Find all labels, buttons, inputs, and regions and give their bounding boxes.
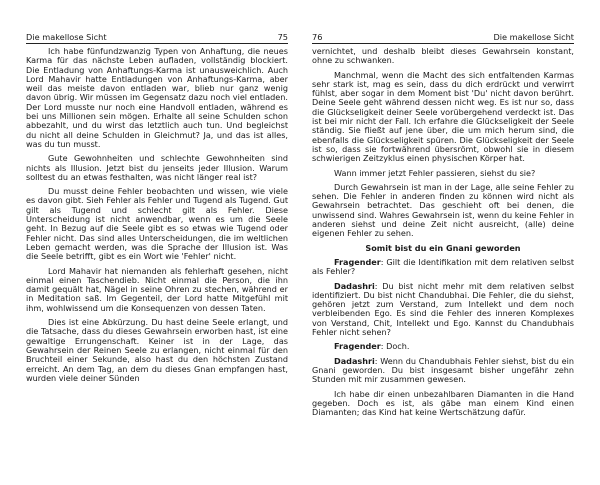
page-number: 76 [312,32,323,42]
dialogue-text: : Gilt die Identifikation mit dem relativen selbst als Fehler? [312,256,574,277]
running-title: Die makellose Sicht [26,32,107,42]
paragraph: Dies ist eine Abkürzung. Du hast deine Seele erlangt, und die Tatsache, dass du dieses Gewahrsein erworben hast, ist eine gewaltige Errungenschaft. Keiner ist in der Lage, das Gewahrsein der Reinen Seele zu erlangen, nicht einmal für den Bruchteil einer Sekunde, also hast du den höchsten Zustand erreicht. An dem Tag, an dem du dieses Gnan empfangen hast, wurden viele deiner Sünden [26,317,288,383]
paragraph: Lord Mahavir hat niemanden als fehlerhaft gesehen, nicht einmal einen Taschendieb. Nicht einmal die Person, die ihn damit gequält hat, Nägel in seine Ohren zu stechen, während er in Meditation saß. Im Gegenteil, der Lord hatte Mitgefühl mit ihm, wohlwissend um die Konsequenzen von dessen Taten. [26,265,288,313]
paragraph: Ich habe fünfundzwanzig Typen von Anhaftung, die neues Karma für das nächste Leben aufladen, vollständig blockiert. Die Entladung von Anhaftungs-Karma ist unausweichlich. Auch Lord Mahavir hatte Entladungen von Anhaftungs-Karma, aber weil das meiste davon entladen war, blieb nur ganz wenig davon übrig. Wir müssen im Gegensatz dazu noch viel entladen. Der Lord musste nur noch eine Handvoll entladen, während es bei uns Millionen sein mögen. Erhalte all seine Schulden schon abbezahlt, und du wirst das letztlich auch tun. Und begleichst du nicht all deine Schulden in Gleichmut? Ja, und das ist alles, was du tun musst. [26,46,288,149]
left-page-body [26,47,288,388]
paragraph: Du musst deine Fehler beobachten und wissen, wie viele es davon gibt. Sieh Fehler als Fehler und Tugend als Tugend. Gut gilt als Tugend und schlecht gilt als Fehler. Diese Unterscheidung ist nicht anwendbar, wenn es um die Seele geht. In Bezug auf die Seele gibt es so etwas wie Tugend oder Fehler nicht. Das sind alles Unterscheidungen, die im weltlichen Leben gemacht werden, was die Sprache der Illusion ist. Was die Seele betrifft, gibt es ein Wort wie 'Fehler' nicht. [26,186,288,262]
paragraph: Gute Gewohnheiten und schlechte Gewohnheiten sind nichts als Illusion. Jetzt bist du jenseits jeder Illusion. Warum solltest du an etwas festhalten, was nicht länger real ist? [26,153,288,182]
dialogue-text: : Doch. [380,341,410,352]
left-page-header [26,32,288,44]
dialogue-line [312,342,574,351]
paragraph: Manchmal, wenn die Macht des sich entfaltenden Karmas sehr stark ist, mag es sein, dass du dich erdrückt und verwirrt fühlst, aber sogar in dem Moment bist 'Du' nicht davon berührt. Deine Seele geht während dessen nicht weg. Es ist nur so, dass die Glückseligkeit deiner Seele vorübergehend verdeckt ist. Das ist bei mir nicht der Fall. Ich erfahre die Glückseligkeit der Seele ständig. Sie fließt auf jene über, die um mich herum sind, die ebenfalls die Glückseligkeit spüren. Die Glückseligkeit der Seele ist so, dass sie fortwährend übersrömt, obwohl sie in diesem schwierigen Zeitzyklus einen physischen Körper hat. [312,69,574,164]
left-page [26,0,288,485]
page-number: 75 [277,32,288,42]
paragraph: Durch Gewahrsein ist man in der Lage, alle seine Fehler zu sehen. Die Fehler in anderen finden zu können wird nicht als Gewahrsein betrachtet. Das geschieht oft bei denen, die unwissend sind. Wahres Gewahrsein ist, wenn du keine Fehler in anderen siehst und deine Zeit nicht ausreicht, (alle) deine eigenen Fehler zu sehen. [312,181,574,239]
running-title: Die makellose Sicht [493,32,574,42]
dialogue-text: : Wenn du Chandubhais Fehler siehst, bist du ein Gnani geworden. Du bist insgesamt bisher ungefähr zehn Stunden mit mir zusammen gewesen. [312,355,574,385]
dialogue-line [312,258,574,277]
paragraph-continuation: vernichtet, und deshalb bleibt dieses Gewahrsein konstant, ohne zu schwanken. [312,46,574,66]
dialogue-text: : Du bist nicht mehr mit dem relativen selbst identifiziert. Du bist nicht Chandubhai. Die Fehler, die du siehst, gehören jetzt zum Verstand, zum Intellekt und dem noch verbleibenden Ego. Es sind die Fehler des inneren Komplexes von Verstand, Chit, Intellekt und Ego. Kannst du Chandubhais Fehler nicht sehen? [312,280,574,338]
speaker-name: Dadashri [334,355,375,366]
dialogue-line [312,282,574,338]
right-page [312,0,574,485]
section-heading: Somit bist du ein Gnani geworden [365,242,521,253]
paragraph: Ich habe dir einen unbezahlbaren Diamanten in die Hand gegeben. Doch es ist, als gäbe man einem Kind einen Diamanten; das Kind hat keine Wertschätzung dafür. [312,388,574,418]
speaker-name: Dadashri [334,280,375,291]
dialogue-line [312,357,574,385]
paragraph: Wann immer jetzt Fehler passieren, siehst du sie? [334,167,536,178]
right-page-body [312,47,574,422]
speaker-name: Fragender [334,256,381,267]
right-page-header [312,32,574,44]
speaker-name: Fragender [334,341,381,352]
